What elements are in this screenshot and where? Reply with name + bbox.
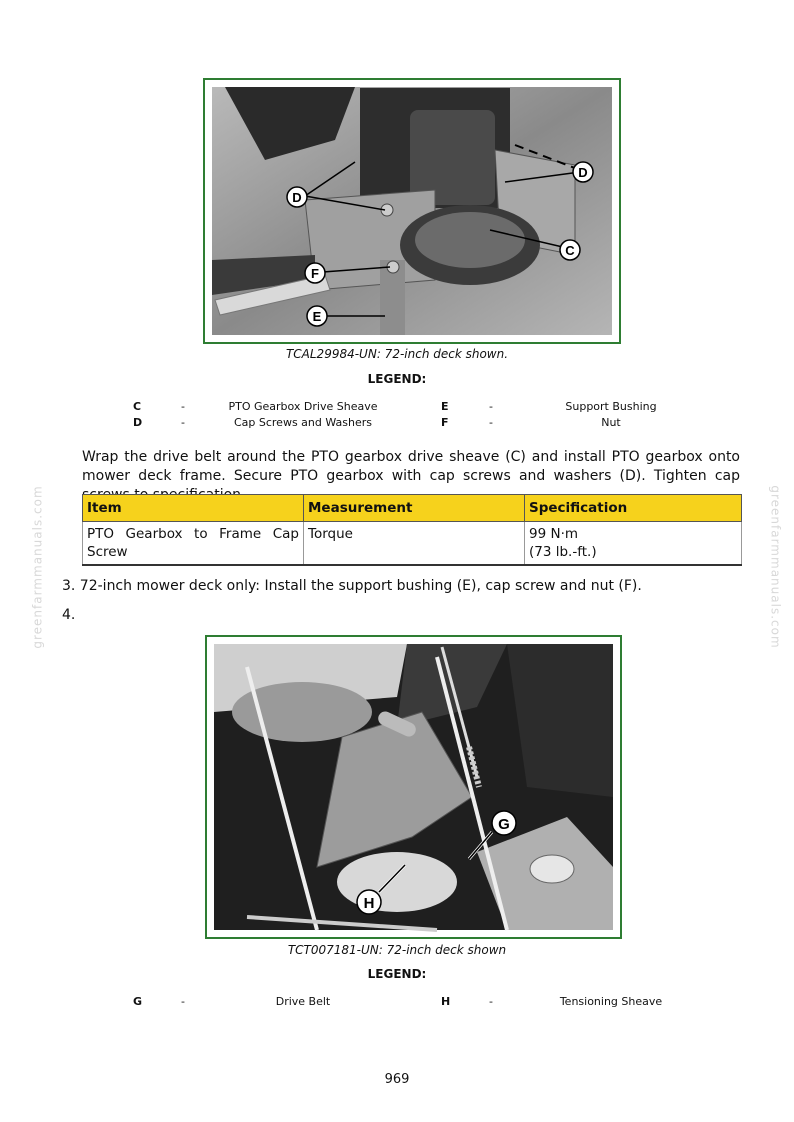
legend-dash: - [489,995,493,1008]
legend1-row-2 [0,416,794,430]
instruction-paragraph: Wrap the drive belt around the PTO gearbox drive sheave (C) and install PTO gearbox onto mower deck frame. Secure PTO gearbox with cap screws and washers (D). Tighten cap [82,449,740,484]
legend-letter-h: H [441,995,451,1008]
legend-dash: - [489,416,493,429]
spec-imperial: (73 lb.-ft.) [529,544,597,560]
legend-letter-d: D [133,416,143,429]
legend-dash: - [181,416,185,429]
spec-metric: 99 N·m [529,526,579,542]
col-header-measurement: Measurement [304,495,525,522]
legend-dash: - [181,995,185,1008]
legend1-title: LEGEND: [367,372,427,386]
step-3: 3. 72-inch mower deck only: Install the support bushing (E), cap screw and nut (F). [62,578,642,594]
pto-gearbox-illustration [205,80,619,342]
col-header-item: Item [83,495,304,522]
callout-e-label: E [312,309,322,324]
legend1-row-1 [0,400,794,414]
watermark-right: greenfarmmanuals.com [768,485,783,649]
legend-dash: - [181,400,185,413]
cell-item: PTO Gearbox to Frame Cap Screw [83,522,304,566]
callout-d-left-label: D [292,190,302,205]
col-header-specification: Specification [525,495,742,522]
callout-e [307,306,327,326]
legend-text-d: Cap Screws and Washers [233,416,373,429]
table-header-row [83,495,742,522]
cell-specification [525,522,742,566]
legend2-row-1 [0,995,794,1009]
legend-text-g: Drive Belt [275,995,331,1008]
callout-g [492,811,516,835]
legend-text-f: Nut [601,416,621,429]
legend-letter-c: C [133,400,142,413]
legend-text-e: Support Bushing [565,400,657,413]
figure-drive-belt [205,635,622,939]
figure-pto-gearbox [203,78,621,344]
callout-c-label: C [565,243,575,258]
figure2-caption: TCT007181-UN: 72-inch deck shown [287,943,507,957]
drive-belt-illustration [207,637,620,937]
callout-f [305,263,325,283]
callout-d-left [287,187,307,207]
callout-f-label: F [311,266,319,281]
legend-letter-g: G [133,995,143,1008]
figure1-caption: TCAL29984-UN: 72-inch deck shown. [285,347,509,361]
specification-table [82,494,742,566]
legend-dash: - [489,400,493,413]
callout-d-right-label: D [578,165,588,180]
legend-text-c: PTO Gearbox Drive Sheave [228,400,378,413]
cell-measurement: Torque [304,522,525,566]
callout-g-label: G [498,816,510,833]
callout-h [357,890,381,914]
callout-d-right [573,162,593,182]
page-number: 969 [384,1072,410,1087]
legend2-title: LEGEND: [367,967,427,981]
legend-letter-f: F [441,416,449,429]
watermark-left: greenfarmmanuals.com [30,485,45,649]
callout-c [560,240,580,260]
legend-letter-e: E [441,400,449,413]
table-row [83,522,742,566]
callout-h-label: H [363,895,375,912]
step-4: 4. [62,607,76,623]
legend-text-h: Tensioning Sheave [559,995,663,1008]
